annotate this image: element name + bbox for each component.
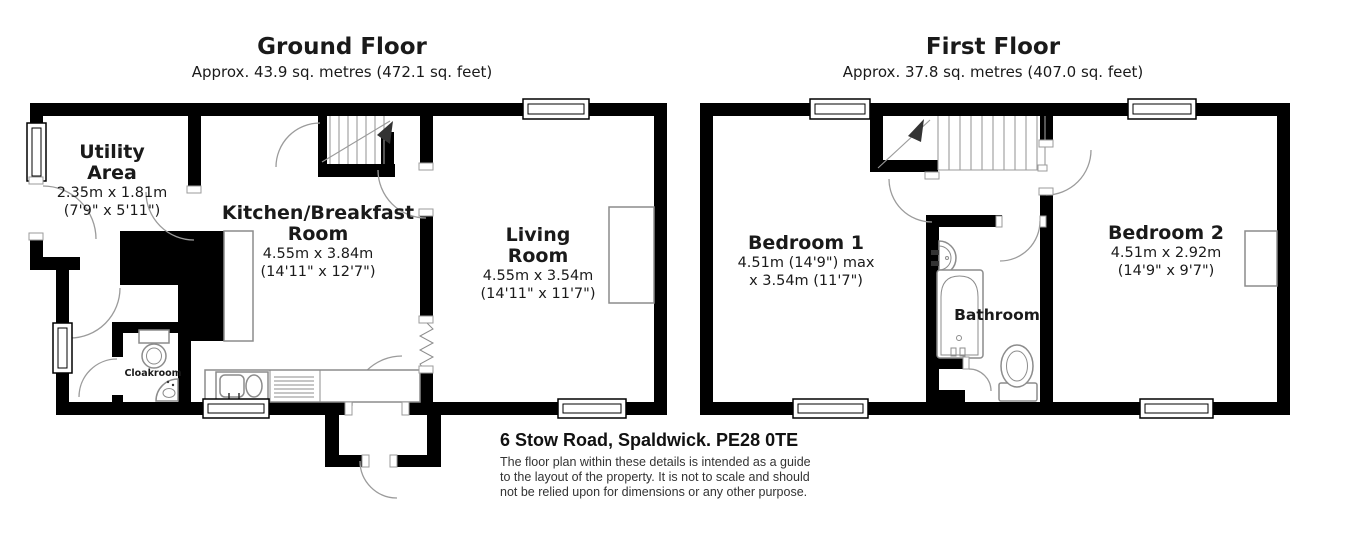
first-door-swings (889, 150, 1091, 391)
disclaimer-line: to the layout of the property. It is not to scale and should (500, 470, 810, 484)
first-floor-area: Approx. 37.8 sq. metres (407.0 sq. feet) (842, 63, 1144, 81)
room-name: Area (87, 162, 137, 184)
window (1128, 99, 1196, 119)
window (523, 99, 589, 119)
bedroom2-label (1076, 223, 1256, 280)
ground-floor-area: Approx. 43.9 sq. metres (472.1 sq. feet) (191, 63, 493, 81)
window (558, 399, 626, 418)
disclaimer-line: The floor plan within these details is intended as a guide (500, 455, 811, 469)
disclaimer-text (500, 455, 811, 500)
first-floor-header (818, 34, 1168, 81)
window (810, 99, 870, 119)
utility-area-label (32, 142, 192, 220)
disclaimer-line: not be relied upon for dimensions or any other purpose. (500, 485, 808, 499)
room-dims-metric: 4.51m x 2.92m (1110, 245, 1222, 261)
room-name: Room (287, 223, 349, 245)
room-name: Bedroom 2 (1107, 222, 1225, 244)
room-dims-imperial: (14'11" x 12'7") (260, 264, 376, 280)
room-name: Bedroom 1 (747, 232, 865, 254)
ground-floor-title: Ground Floor (257, 34, 427, 60)
first-floor-title: First Floor (925, 34, 1061, 60)
room-dims-metric: 2.35m x 1.81m (56, 185, 168, 201)
window (203, 399, 269, 418)
window (793, 399, 868, 418)
cloakroom-label: Cloakroom (124, 368, 182, 379)
room-name: Kitchen/Breakfast (221, 202, 415, 224)
window (53, 323, 72, 373)
room-name: Utility (79, 141, 145, 163)
room-dims-imperial: (14'9" x 9'7") (1117, 263, 1215, 279)
kitchen-label (188, 203, 448, 281)
ground-floor-header (167, 34, 517, 81)
bedroom1-label (716, 233, 896, 290)
room-dims-metric: 4.55m x 3.84m (262, 246, 374, 262)
room-dims-metric: 4.55m x 3.54m (482, 268, 594, 284)
room-name: Living (505, 224, 571, 246)
window (1140, 399, 1213, 418)
cloakroom-toilet (139, 330, 169, 368)
cloakroom-basin (156, 379, 178, 401)
toilet (999, 345, 1037, 401)
room-dims-imperial: x 3.54m (11'7") (749, 273, 863, 289)
room-dims-imperial: (7'9" x 5'11") (63, 203, 161, 219)
living-room-label (458, 225, 618, 303)
footer-block (500, 430, 811, 500)
property-address: 6 Stow Road, Spaldwick. PE28 0TE (500, 430, 799, 450)
room-dims-metric: 4.51m (14'9") max (737, 255, 875, 271)
bathroom-label: Bathroom (954, 306, 1040, 324)
room-name: Room (507, 245, 569, 267)
room-dims-imperial: (14'11" x 11'7") (480, 286, 596, 302)
